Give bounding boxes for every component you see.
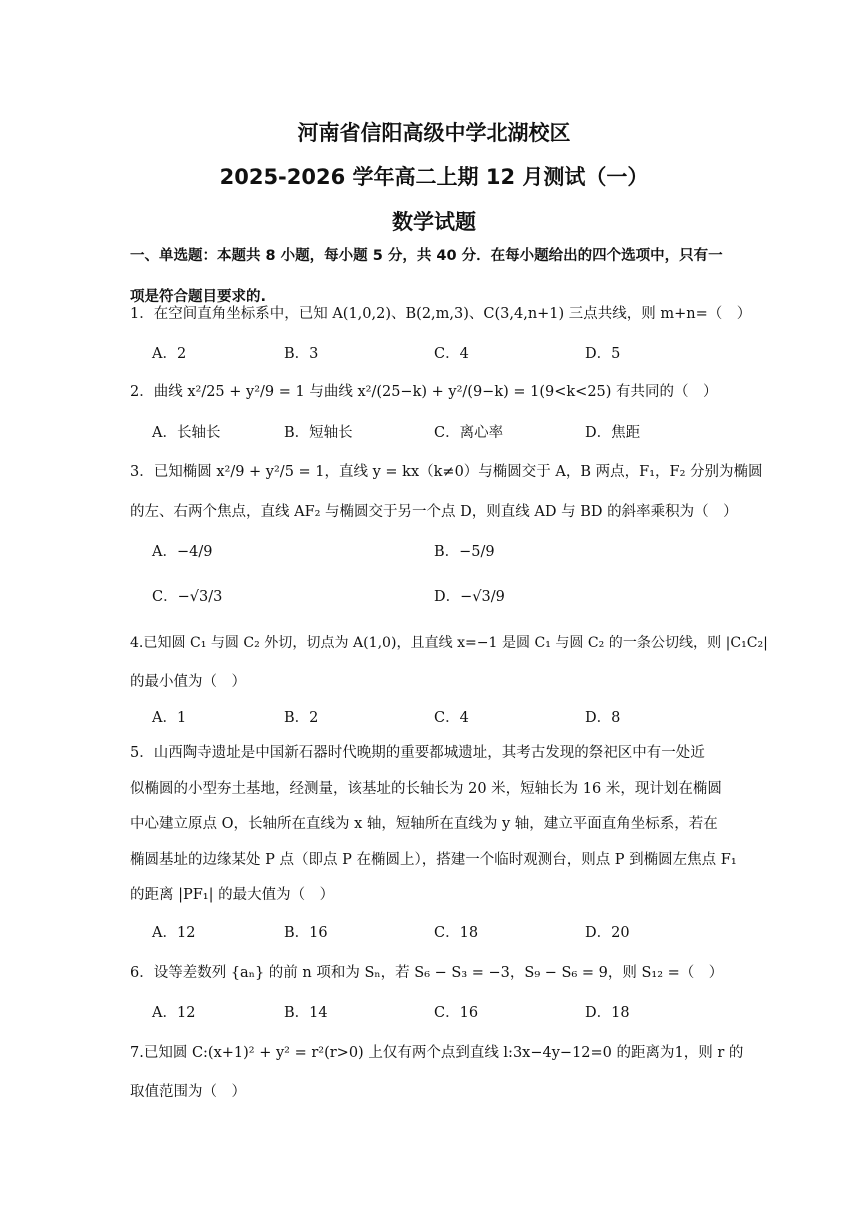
question-6-option-d: D．18 xyxy=(585,1005,630,1021)
question-6-option-c: C．16 xyxy=(434,1005,479,1021)
question-3-option-b: B．−5/9 xyxy=(434,544,495,560)
question-3-option-d: D．−√3/9 xyxy=(434,589,505,605)
question-4-text-line-2: 的最小值为（ ） xyxy=(130,674,246,690)
exam-title: 2025-2026 学年高二上期 12 月测试（一） xyxy=(219,165,649,189)
question-2-option-d: D．焦距 xyxy=(585,425,641,441)
question-5-text-line-4: 椭圆基址的边缘某处 P 点（即点 P 在椭圆上），搭建一个临时观测台，则点 P 到椭圆左焦点 F₁ xyxy=(130,852,737,868)
question-5-option-b: B．16 xyxy=(284,925,328,941)
question-5-option-a: A．12 xyxy=(152,925,196,941)
question-6-option-a: A．12 xyxy=(152,1005,196,1021)
question-2-option-a: A．长轴长 xyxy=(152,425,221,441)
question-1-option-d: D．5 xyxy=(585,346,621,362)
question-2-text: 2．曲线 x²/25 + y²/9 = 1 与曲线 x²/(25−k) + y²/(9−k) = 1(9<k<25) 有共同的（ ） xyxy=(130,384,718,400)
question-3-text-line-2: 的左、右两个焦点，直线 AF₂ 与椭圆交于另一个点 D，则直线 AD 与 BD 的斜率乘积为（ ） xyxy=(130,504,738,520)
question-4-option-c: C．4 xyxy=(434,710,469,726)
question-6-option-b: B．14 xyxy=(284,1005,328,1021)
question-3-option-c: C．−√3/3 xyxy=(152,589,223,605)
question-5-text-line-2: 似椭圆的小型夯土基地，经测量，该基址的长轴长为 20 米，短轴长为 16 米，现计划在椭圆 xyxy=(130,781,722,797)
question-5-text-line-1: 5．山西陶寺遗址是中国新石器时代晚期的重要都城遗址，其考古发现的祭祀区中有一处近 xyxy=(130,745,705,761)
question-5-text-line-3: 中心建立原点 O，长轴所在直线为 x 轴，短轴所在直线为 y 轴，建立平面直角坐标系，若在 xyxy=(130,816,718,832)
question-1-option-b: B．3 xyxy=(284,346,319,362)
question-5-option-d: D．20 xyxy=(585,925,630,941)
question-2-option-b: B．短轴长 xyxy=(284,425,353,441)
question-3-text-line-1: 3．已知椭圆 x²/9 + y²/5 = 1，直线 y = kx（k≠0）与椭圆交于 A，B 两点，F₁，F₂ 分别为椭圆 xyxy=(130,464,763,480)
subject-title: 数学试题 xyxy=(392,210,476,234)
question-6-text: 6．设等差数列 {aₙ} 的前 n 项和为 Sₙ，若 S₆ − S₃ = −3，S₉ − S₆ = 9，则 S₁₂ =（ ） xyxy=(130,965,724,981)
question-4-option-d: D．8 xyxy=(585,710,621,726)
question-5-option-c: C．18 xyxy=(434,925,479,941)
section-heading-line-2: 项是符合题目要求的. xyxy=(130,289,267,305)
question-5-text-line-5: 的距离 |PF₁| 的最大值为（ ） xyxy=(130,887,335,903)
question-1-option-a: A．2 xyxy=(152,346,187,362)
question-3-option-a: A．−4/9 xyxy=(152,544,213,560)
question-4-option-b: B．2 xyxy=(284,710,319,726)
question-7-text-line-2: 取值范围为（ ） xyxy=(130,1084,246,1100)
school-title: 河南省信阳高级中学北湖校区 xyxy=(297,121,571,145)
question-7-text-line-1: 7.已知圆 C:(x+1)² + y² = r²(r>0) 上仅有两个点到直线 l:3x−4y−12=0 的距离为1，则 r 的 xyxy=(130,1045,744,1061)
section-heading-line-1: 一、单选题：本题共 8 小题，每小题 5 分，共 40 分．在每小题给出的四个选项中，只有一 xyxy=(130,248,723,264)
question-1-option-c: C．4 xyxy=(434,346,469,362)
question-4-text-line-1: 4.已知圆 C₁ 与圆 C₂ 外切，切点为 A(1,0)，且直线 x=−1 是圆 C₁ 与圆 C₂ 的一条公切线，则 |C₁C₂| xyxy=(130,635,768,651)
question-2-option-c: C．离心率 xyxy=(434,425,504,441)
question-1-text: 1．在空间直角坐标系中，已知 A(1,0,2)、B(2,m,3)、C(3,4,n+1) 三点共线，则 m+n=（ ） xyxy=(130,306,752,322)
question-4-option-a: A．1 xyxy=(152,710,187,726)
